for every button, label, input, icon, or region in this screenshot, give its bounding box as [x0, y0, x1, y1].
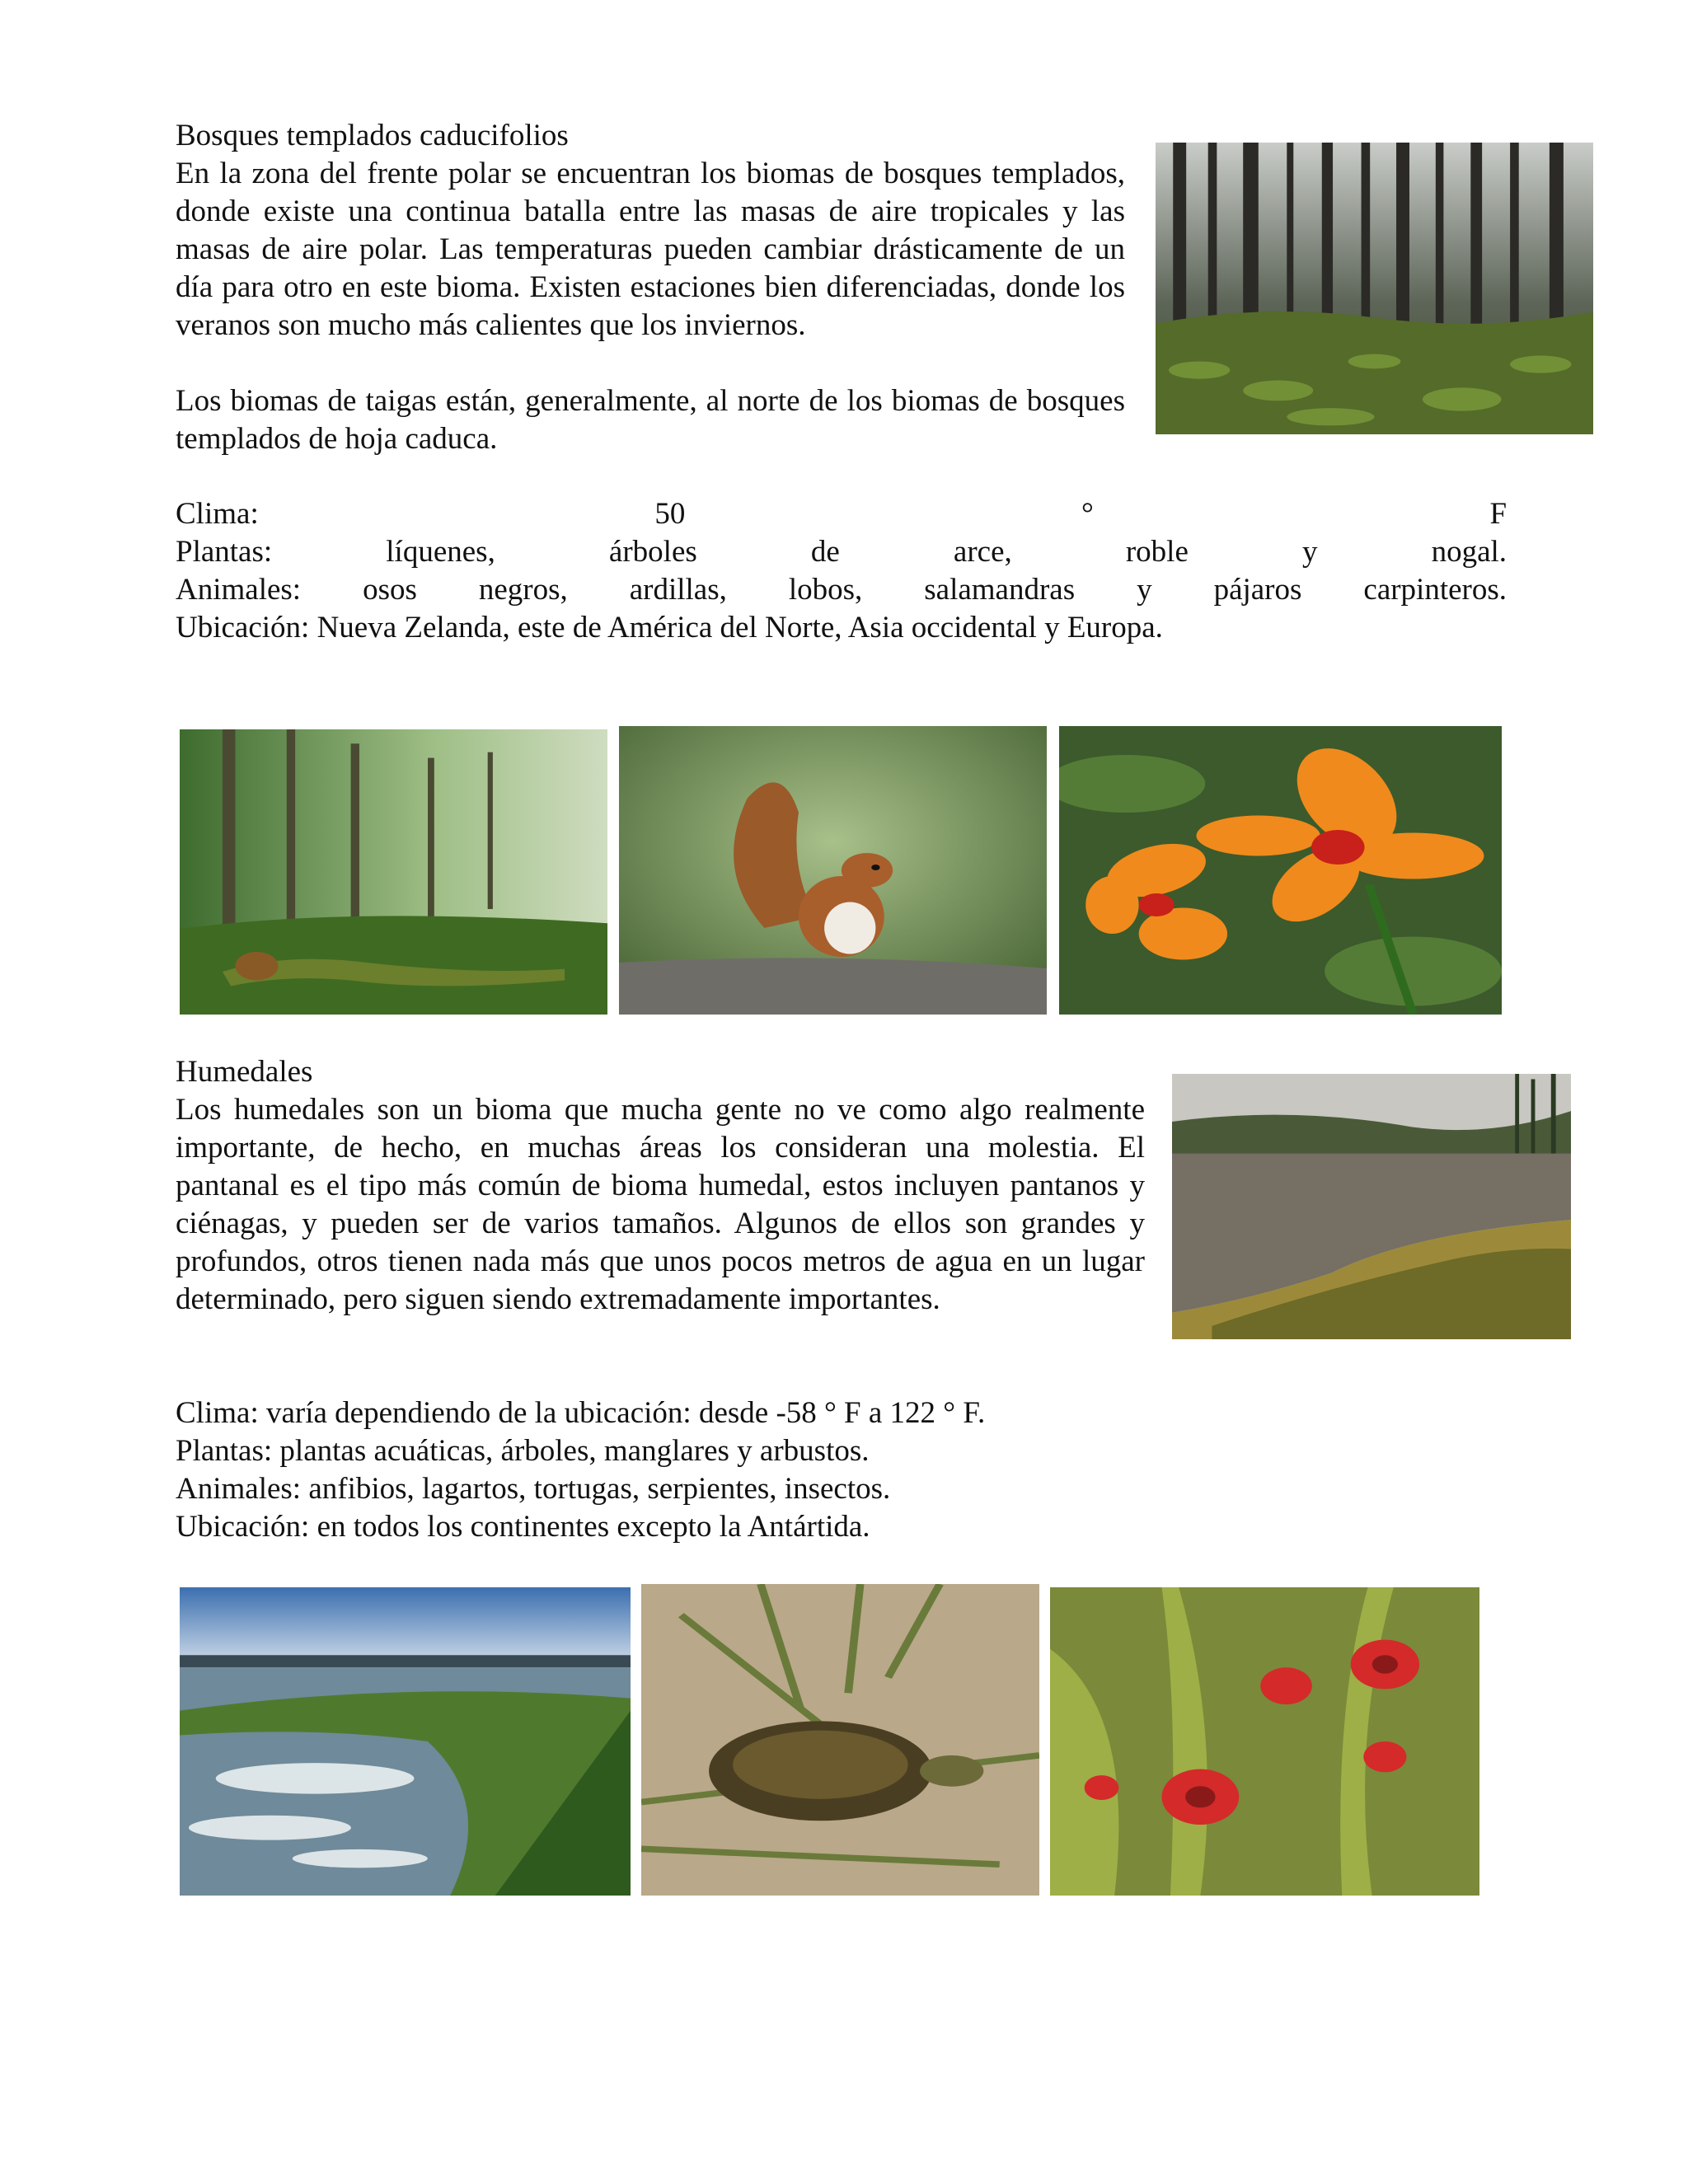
temperate-forest-location: Ubicación: Nueva Zelanda, este de América del Norte, Asia occidental y Europa. — [176, 611, 1163, 644]
animals-word: ardillas, — [629, 573, 727, 607]
pine-forest-photo — [1156, 143, 1593, 434]
orange-flower-photo — [1059, 726, 1502, 1015]
plants-label: Plantas: — [176, 535, 273, 569]
plants-word: árboles — [608, 535, 697, 569]
red-flowers-photo — [1050, 1587, 1479, 1896]
animals-word: lobos, — [788, 573, 863, 607]
wetlands-plants: Plantas: plantas acuáticas, árboles, manglares y arbustos. — [176, 1434, 870, 1468]
animals-word: osos — [363, 573, 417, 607]
plants-word: arce, — [953, 535, 1012, 569]
temperate-forest-climate — [176, 495, 1507, 533]
plants-word: y — [1301, 535, 1318, 569]
wetland-river-photo — [1172, 1074, 1571, 1339]
wetlands-paragraph: Los humedales son un bioma que mucha gente no ve como algo realmente importante, de hecho, en muchas áreas los consideran una molestia. El pantanal es el tipo más común de bioma humedal, estos incluyen pantanos y ciénagas, y pueden ser de varios tamaños. Algunos de ellos son grandes y profundos, otros tienen nada más que unos pocos metros de agua en un lugar determinado, pero siguen siendo extremadamente importantes. — [176, 1093, 1145, 1316]
wetlands-climate: Clima: varía dependiendo de la ubicación: desde -58 ° F a 122 ° F. — [176, 1396, 986, 1430]
temperate-forest-paragraph-2: Los biomas de taigas están, generalmente, al norte de los biomas de bosques templados de hoja caduca. — [176, 384, 1125, 456]
animals-word: negros, — [478, 573, 568, 607]
climate-degree: ° — [1081, 497, 1094, 531]
plants-word: de — [810, 535, 840, 569]
animals-label: Animales: — [176, 573, 302, 607]
section-title-temperate-forest: Bosques templados caducifolios — [176, 119, 569, 152]
section-title-wetlands: Humedales — [176, 1055, 313, 1089]
temperate-forest-plants — [176, 533, 1507, 571]
animals-word: y — [1137, 573, 1152, 607]
turtle-photo — [641, 1584, 1039, 1896]
plants-word: nogal. — [1431, 535, 1507, 569]
plants-word: líquenes, — [386, 535, 495, 569]
squirrel-photo — [619, 726, 1047, 1015]
climate-unit: F — [1489, 497, 1507, 531]
temperate-forest-animals — [176, 571, 1507, 609]
climate-value: 50 — [654, 497, 686, 531]
marsh-waves-photo — [180, 1587, 631, 1896]
wetlands-location: Ubicación: en todos los continentes excepto la Antártida. — [176, 1510, 870, 1544]
temperate-forest-paragraph-1: En la zona del frente polar se encuentran los biomas de bosques templados, donde existe una continua batalla entre las masas de aire tropicales y las masas de aire polar. Las temperaturas pueden cambiar drásticamente de un día para otro en este bioma. Existen estaciones bien diferenciadas, donde los veranos son mucho más calientes que los inviernos. — [176, 157, 1125, 342]
animals-word: salamandras — [924, 573, 1076, 607]
animals-word: carpinteros. — [1363, 573, 1507, 607]
wetlands-animals: Animales: anfibios, lagartos, tortugas, serpientes, insectos. — [176, 1472, 891, 1506]
animals-word: pájaros — [1213, 573, 1302, 607]
climate-label: Clima: — [176, 497, 259, 531]
plants-word: roble — [1125, 535, 1189, 569]
misty-forest-photo — [180, 729, 607, 1015]
